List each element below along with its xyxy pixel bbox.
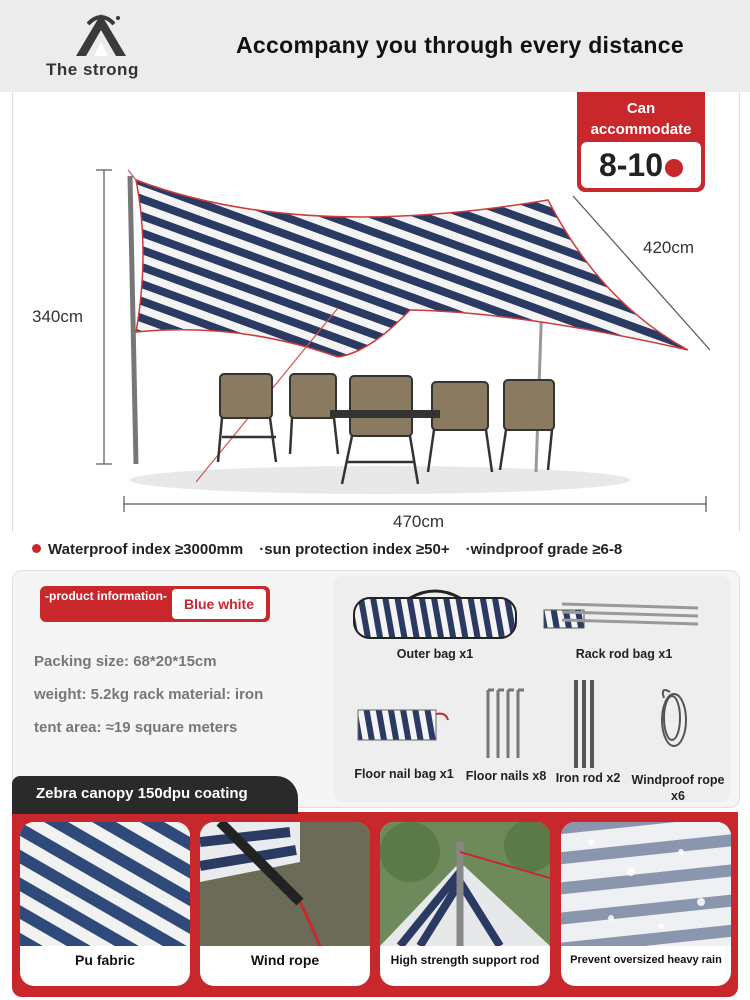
capacity-value: 8-10 — [598, 147, 664, 183]
coating-label: Zebra canopy 150dpu coating — [36, 785, 248, 802]
feature-card-wind-rope — [200, 822, 370, 986]
feature-label: Prevent oversized heavy rain — [570, 954, 722, 966]
iron-rod-icon — [568, 676, 598, 772]
spec-sun-protection: ·sun protection index ≥50+ — [259, 541, 450, 558]
outer-bag-icon — [350, 588, 520, 644]
capacity-label: Can accommodate — [590, 100, 692, 138]
product-color: Blue white — [172, 589, 266, 619]
weight-material: weight: 5.2kg rack material: iron — [34, 686, 264, 703]
support-rod-image — [380, 822, 550, 946]
brand-name: The strong — [46, 60, 139, 79]
feature-card-heavy-rain — [561, 822, 731, 986]
coating-tab — [12, 776, 298, 814]
tent-area: tent area: ≈19 square meters — [34, 719, 238, 736]
feature-card-support-rod — [380, 822, 550, 986]
spec-windproof: ·windproof grade ≥6-8 — [465, 541, 623, 558]
dimension-height: 340cm — [32, 307, 84, 326]
accessories-grid — [334, 576, 730, 802]
accessory-label: Iron rod x2 — [555, 771, 621, 785]
heavy-rain-image — [561, 822, 731, 946]
page-tagline: Accompany you through every distance — [236, 32, 684, 58]
feature-label: Pu fabric — [75, 952, 135, 968]
feature-label: Wind rope — [250, 952, 320, 968]
feature-label: High strength support rod — [390, 953, 540, 967]
dimension-length: 420cm — [643, 238, 695, 257]
dimension-width: 470cm — [393, 512, 445, 531]
wind-rope-image — [200, 822, 370, 946]
spec-summary — [32, 541, 732, 563]
feature-card-pu-fabric — [20, 822, 190, 986]
brand-logo-icon — [70, 10, 132, 60]
capacity-value-box — [581, 142, 701, 188]
bullet-icon — [32, 544, 41, 553]
accessory-label: Outer bag x1 — [396, 647, 474, 661]
person-icon — [665, 159, 683, 177]
accessory-label: Floor nail bag x1 — [354, 767, 454, 781]
floor-nails-icon — [480, 686, 530, 762]
product-info-label: -product information- — [45, 589, 167, 603]
rod-bag-icon — [542, 596, 706, 640]
accessory-label: Floor nails x8 — [465, 769, 547, 783]
rope-icon — [650, 684, 700, 752]
packing-size: Packing size: 68*20*15cm — [34, 653, 217, 670]
product-info-tag — [40, 586, 270, 622]
capacity-badge — [577, 92, 705, 192]
accessory-label: Windproof rope x6 — [631, 773, 725, 803]
accessory-label: Rack rod bag x1 — [575, 647, 673, 661]
pu-fabric-image — [20, 822, 190, 946]
spec-waterproof: Waterproof index ≥3000mm — [48, 541, 244, 558]
nail-bag-icon — [356, 702, 452, 746]
